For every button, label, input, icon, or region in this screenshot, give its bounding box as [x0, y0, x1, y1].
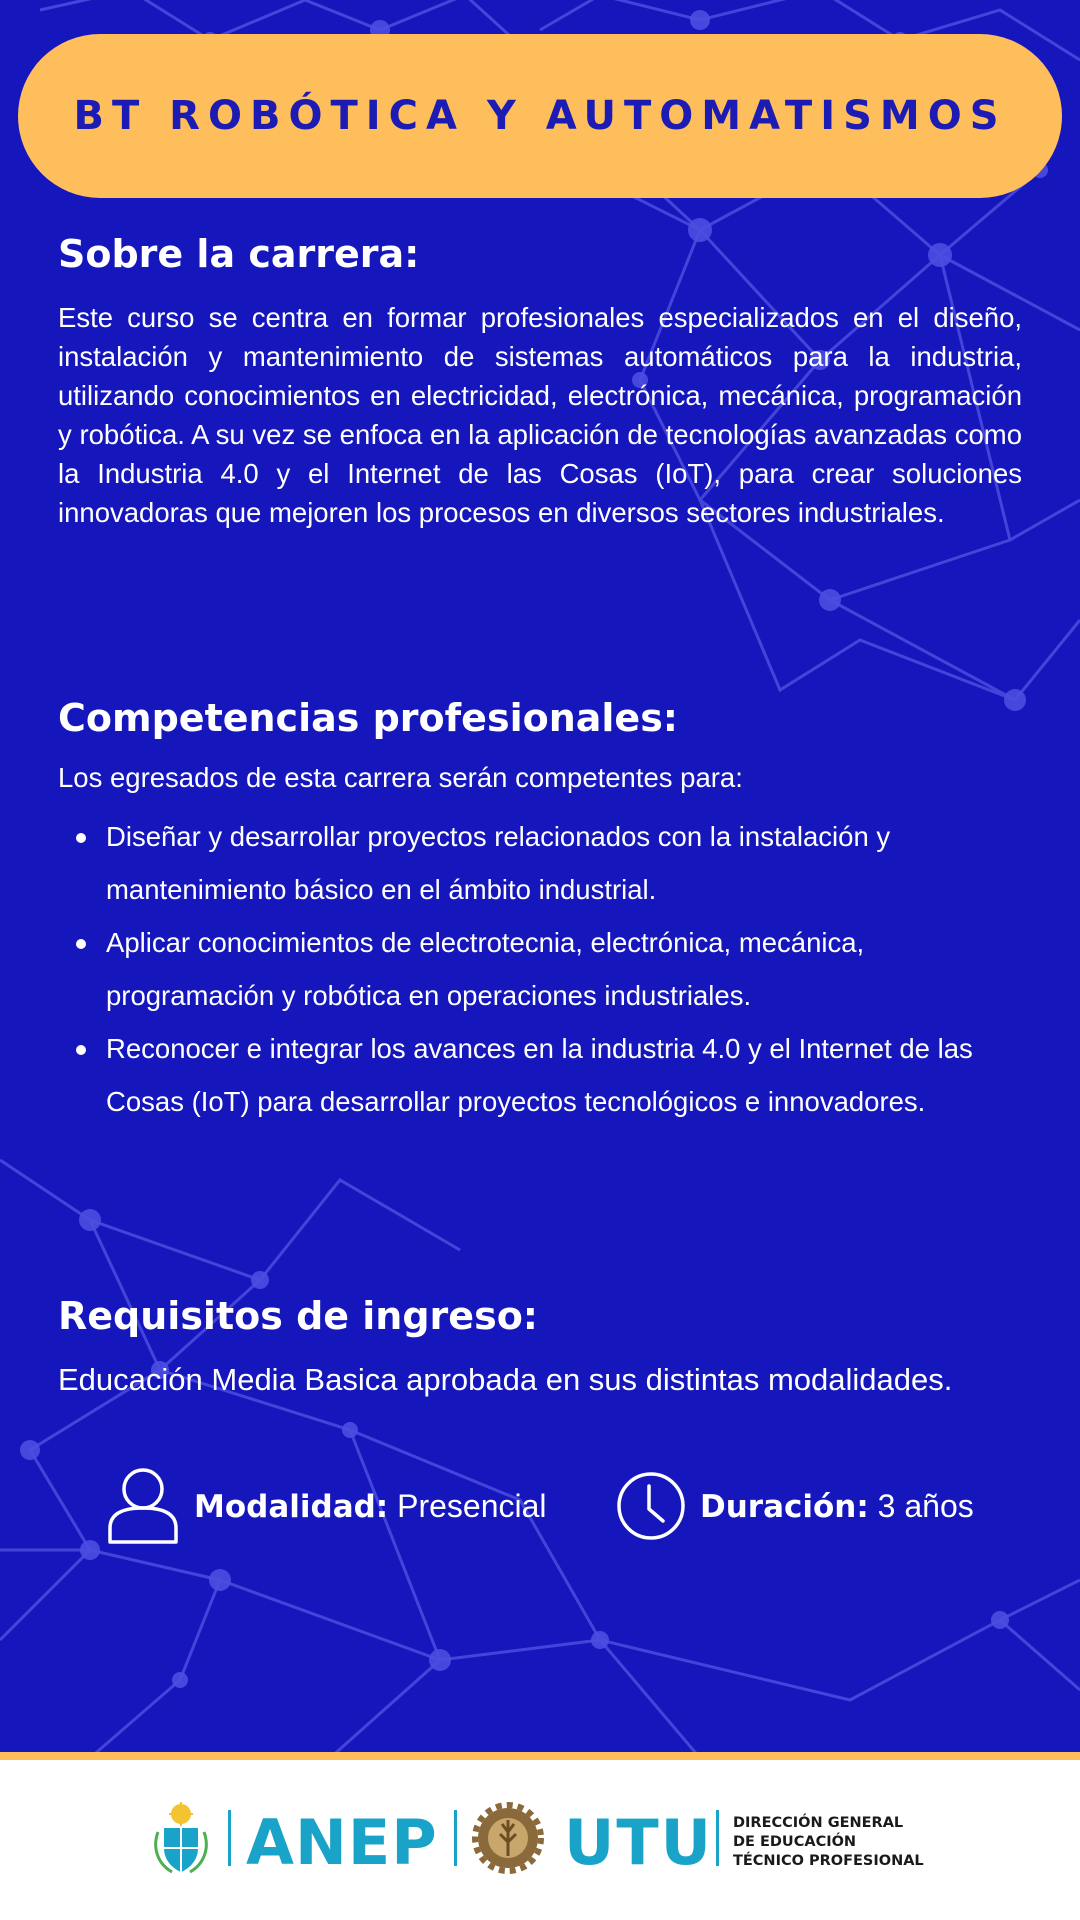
modality-info: [106, 1466, 547, 1546]
logo-divider: [228, 1810, 231, 1866]
list-item: [58, 916, 1018, 1022]
logo-divider: [454, 1810, 457, 1866]
modality-label: Modalidad:: [194, 1488, 389, 1525]
anep-logo: ANEP: [246, 1806, 438, 1879]
dgetp-line: DE EDUCACIÓN: [733, 1834, 857, 1850]
title-banner: [18, 34, 1062, 198]
footer-accent-band: [0, 1752, 1080, 1760]
list-item: [58, 1022, 1018, 1128]
requirements-text: Educación Media Basica aprobada en sus distintas modalidades.: [58, 1362, 953, 1397]
dgetp-logo-text: [733, 1814, 924, 1871]
utu-logo: UTU: [564, 1806, 713, 1879]
clock-icon: [616, 1471, 686, 1541]
coat-of-arms-icon: [150, 1802, 212, 1876]
logo-divider: [716, 1810, 719, 1866]
about-heading: Sobre la carrera:: [58, 232, 420, 276]
page-title: BT ROBÓTICA Y AUTOMATISMOS: [73, 93, 1007, 139]
modality-value: Presencial: [397, 1487, 547, 1524]
dgetp-line: TÉCNICO PROFESIONAL: [733, 1853, 924, 1869]
dgetp-line: DIRECCIÓN GENERAL: [733, 1815, 904, 1831]
competencies-heading: Competencias profesionales:: [58, 696, 679, 740]
competencies-intro: Los egresados de esta carrera serán competentes para:: [58, 762, 743, 793]
utu-gear-emblem-icon: [472, 1802, 544, 1874]
duration-value: 3 años: [877, 1487, 974, 1524]
list-item-text: Diseñar y desarrollar proyectos relacionados con la instalación y mantenimiento básico en el ámbito industrial.: [106, 821, 891, 905]
list-item-text: Aplicar conocimientos de electrotecnia, electrónica, mecánica, programación y robótica en operaciones industriales.: [106, 927, 865, 1011]
about-text: Este curso se centra en formar profesionales especializados en el diseño, instalación y mantenimiento de sistemas automáticos para la industria, utilizando conocimientos en electricidad, electrónica, mecánica, programación y robótica. A su vez se enfoca en la aplicación de tecnologías avanzadas como la Industria 4.0 y el Internet de las Cosas (IoT), para crear soluciones innovadoras que mejoren los procesos en diversos sectores industriales.: [58, 302, 1022, 528]
bullet-icon: [76, 939, 86, 949]
duration-label: Duración:: [700, 1488, 869, 1525]
list-item: [58, 810, 1018, 916]
bullet-icon: [76, 1045, 86, 1055]
list-item-text: Reconocer e integrar los avances en la industria 4.0 y el Internet de las Cosas (IoT) para desarrollar proyectos tecnológicos e innovadores.: [106, 1033, 973, 1117]
competencies-list: [58, 810, 1018, 1128]
bullet-icon: [76, 833, 86, 843]
person-icon: [106, 1466, 180, 1546]
duration-info: [616, 1466, 974, 1546]
requirements-heading: Requisitos de ingreso:: [58, 1294, 538, 1338]
